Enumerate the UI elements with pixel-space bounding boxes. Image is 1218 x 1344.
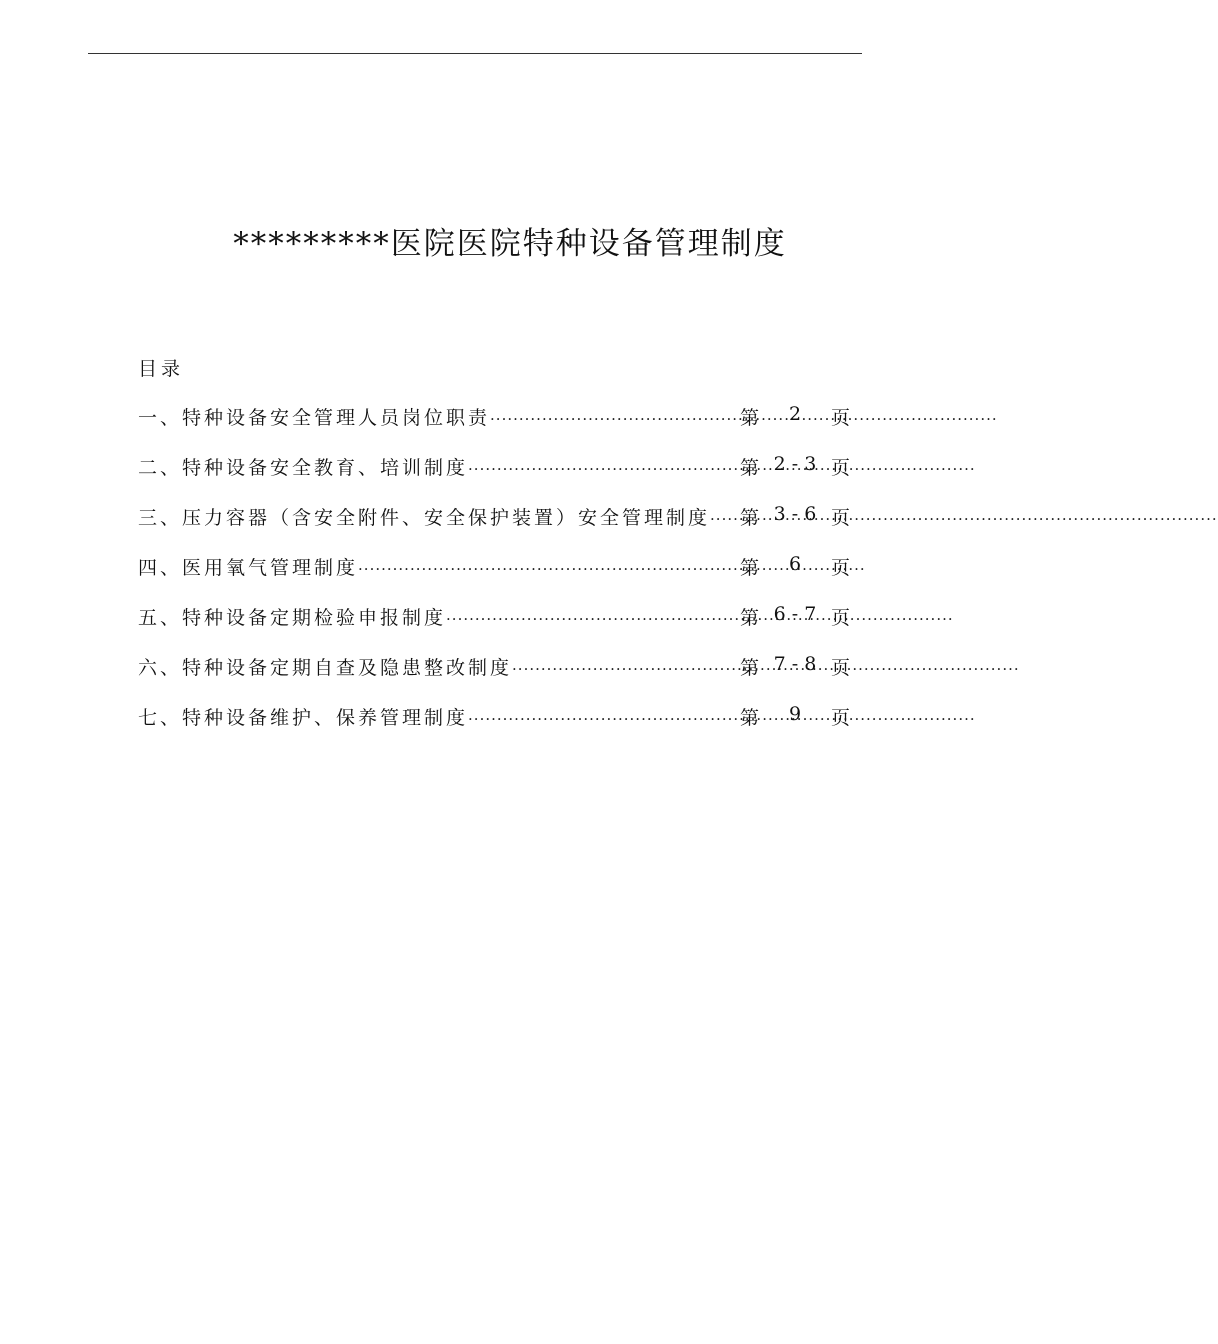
header-rule [88, 53, 862, 54]
toc-entry-3[interactable] [138, 503, 850, 553]
toc-page-number: 2 - 3 [773, 453, 817, 475]
toc-entry-page [740, 403, 850, 430]
toc-entry-4[interactable] [138, 553, 850, 603]
toc-page-number: 2 [788, 403, 802, 425]
toc-page-suffix: 页 [830, 557, 850, 579]
toc-page-suffix: 页 [830, 607, 850, 629]
toc-dot-leader [512, 660, 740, 678]
toc-dot-leader [710, 510, 740, 528]
toc-page-suffix: 页 [830, 407, 850, 429]
toc-page-suffix: 页 [830, 657, 850, 679]
toc-entry-page [740, 603, 850, 630]
toc-heading: 目录 [138, 358, 185, 380]
toc-entry-number: 三、 [138, 507, 183, 529]
toc-entry-title: 压力容器（含安全附件、安全保护装置）安全管理制度 [182, 507, 711, 529]
toc-entry-number: 二、 [138, 457, 183, 479]
toc-page-number: 7 - 8 [773, 653, 817, 675]
toc-page-prefix: 第 [740, 407, 760, 429]
toc-entry-title: 特种设备安全管理人员岗位职责 [182, 407, 491, 429]
toc-entry-number: 四、 [138, 557, 183, 579]
toc-entry-page [740, 503, 850, 530]
toc-dot-leader [468, 460, 740, 478]
toc-page-prefix: 第 [740, 607, 760, 629]
table-of-contents [138, 403, 850, 753]
document-title: *********医院医院特种设备管理制度 [233, 226, 787, 262]
toc-entry-page [740, 653, 850, 680]
toc-entry-6[interactable] [138, 653, 850, 703]
toc-entry-7[interactable] [138, 703, 850, 753]
toc-page-number: 6 - 7 [773, 603, 817, 625]
toc-entry-number: 一、 [138, 407, 183, 429]
toc-dot-leader [490, 410, 740, 428]
toc-entry-1[interactable] [138, 403, 850, 453]
toc-entry-title: 特种设备维护、保养管理制度 [182, 707, 469, 729]
toc-entry-page [740, 453, 850, 480]
toc-dot-leader [468, 710, 740, 728]
toc-entry-title: 特种设备安全教育、培训制度 [182, 457, 469, 479]
toc-dot-leader [358, 560, 740, 578]
toc-entry-page [740, 553, 850, 580]
toc-entry-page [740, 703, 850, 730]
toc-entry-2[interactable] [138, 453, 850, 503]
toc-entry-number: 五、 [138, 607, 183, 629]
toc-dot-leader [446, 610, 740, 628]
toc-page-prefix: 第 [740, 557, 760, 579]
toc-page-prefix: 第 [740, 657, 760, 679]
toc-page-prefix: 第 [740, 507, 760, 529]
toc-page-suffix: 页 [830, 507, 850, 529]
toc-entry-number: 七、 [138, 707, 183, 729]
toc-entry-number: 六、 [138, 657, 183, 679]
toc-entry-title: 医用氧气管理制度 [182, 557, 359, 579]
toc-page-prefix: 第 [740, 457, 760, 479]
toc-page-suffix: 页 [830, 457, 850, 479]
toc-page-number: 6 [788, 553, 802, 575]
toc-entry-title: 特种设备定期检验申报制度 [182, 607, 447, 629]
toc-page-number: 9 [788, 703, 802, 725]
toc-page-suffix: 页 [830, 707, 850, 729]
toc-entry-5[interactable] [138, 603, 850, 653]
toc-entry-title: 特种设备定期自查及隐患整改制度 [182, 657, 513, 679]
toc-page-number: 3 - 6 [773, 503, 817, 525]
toc-page-prefix: 第 [740, 707, 760, 729]
